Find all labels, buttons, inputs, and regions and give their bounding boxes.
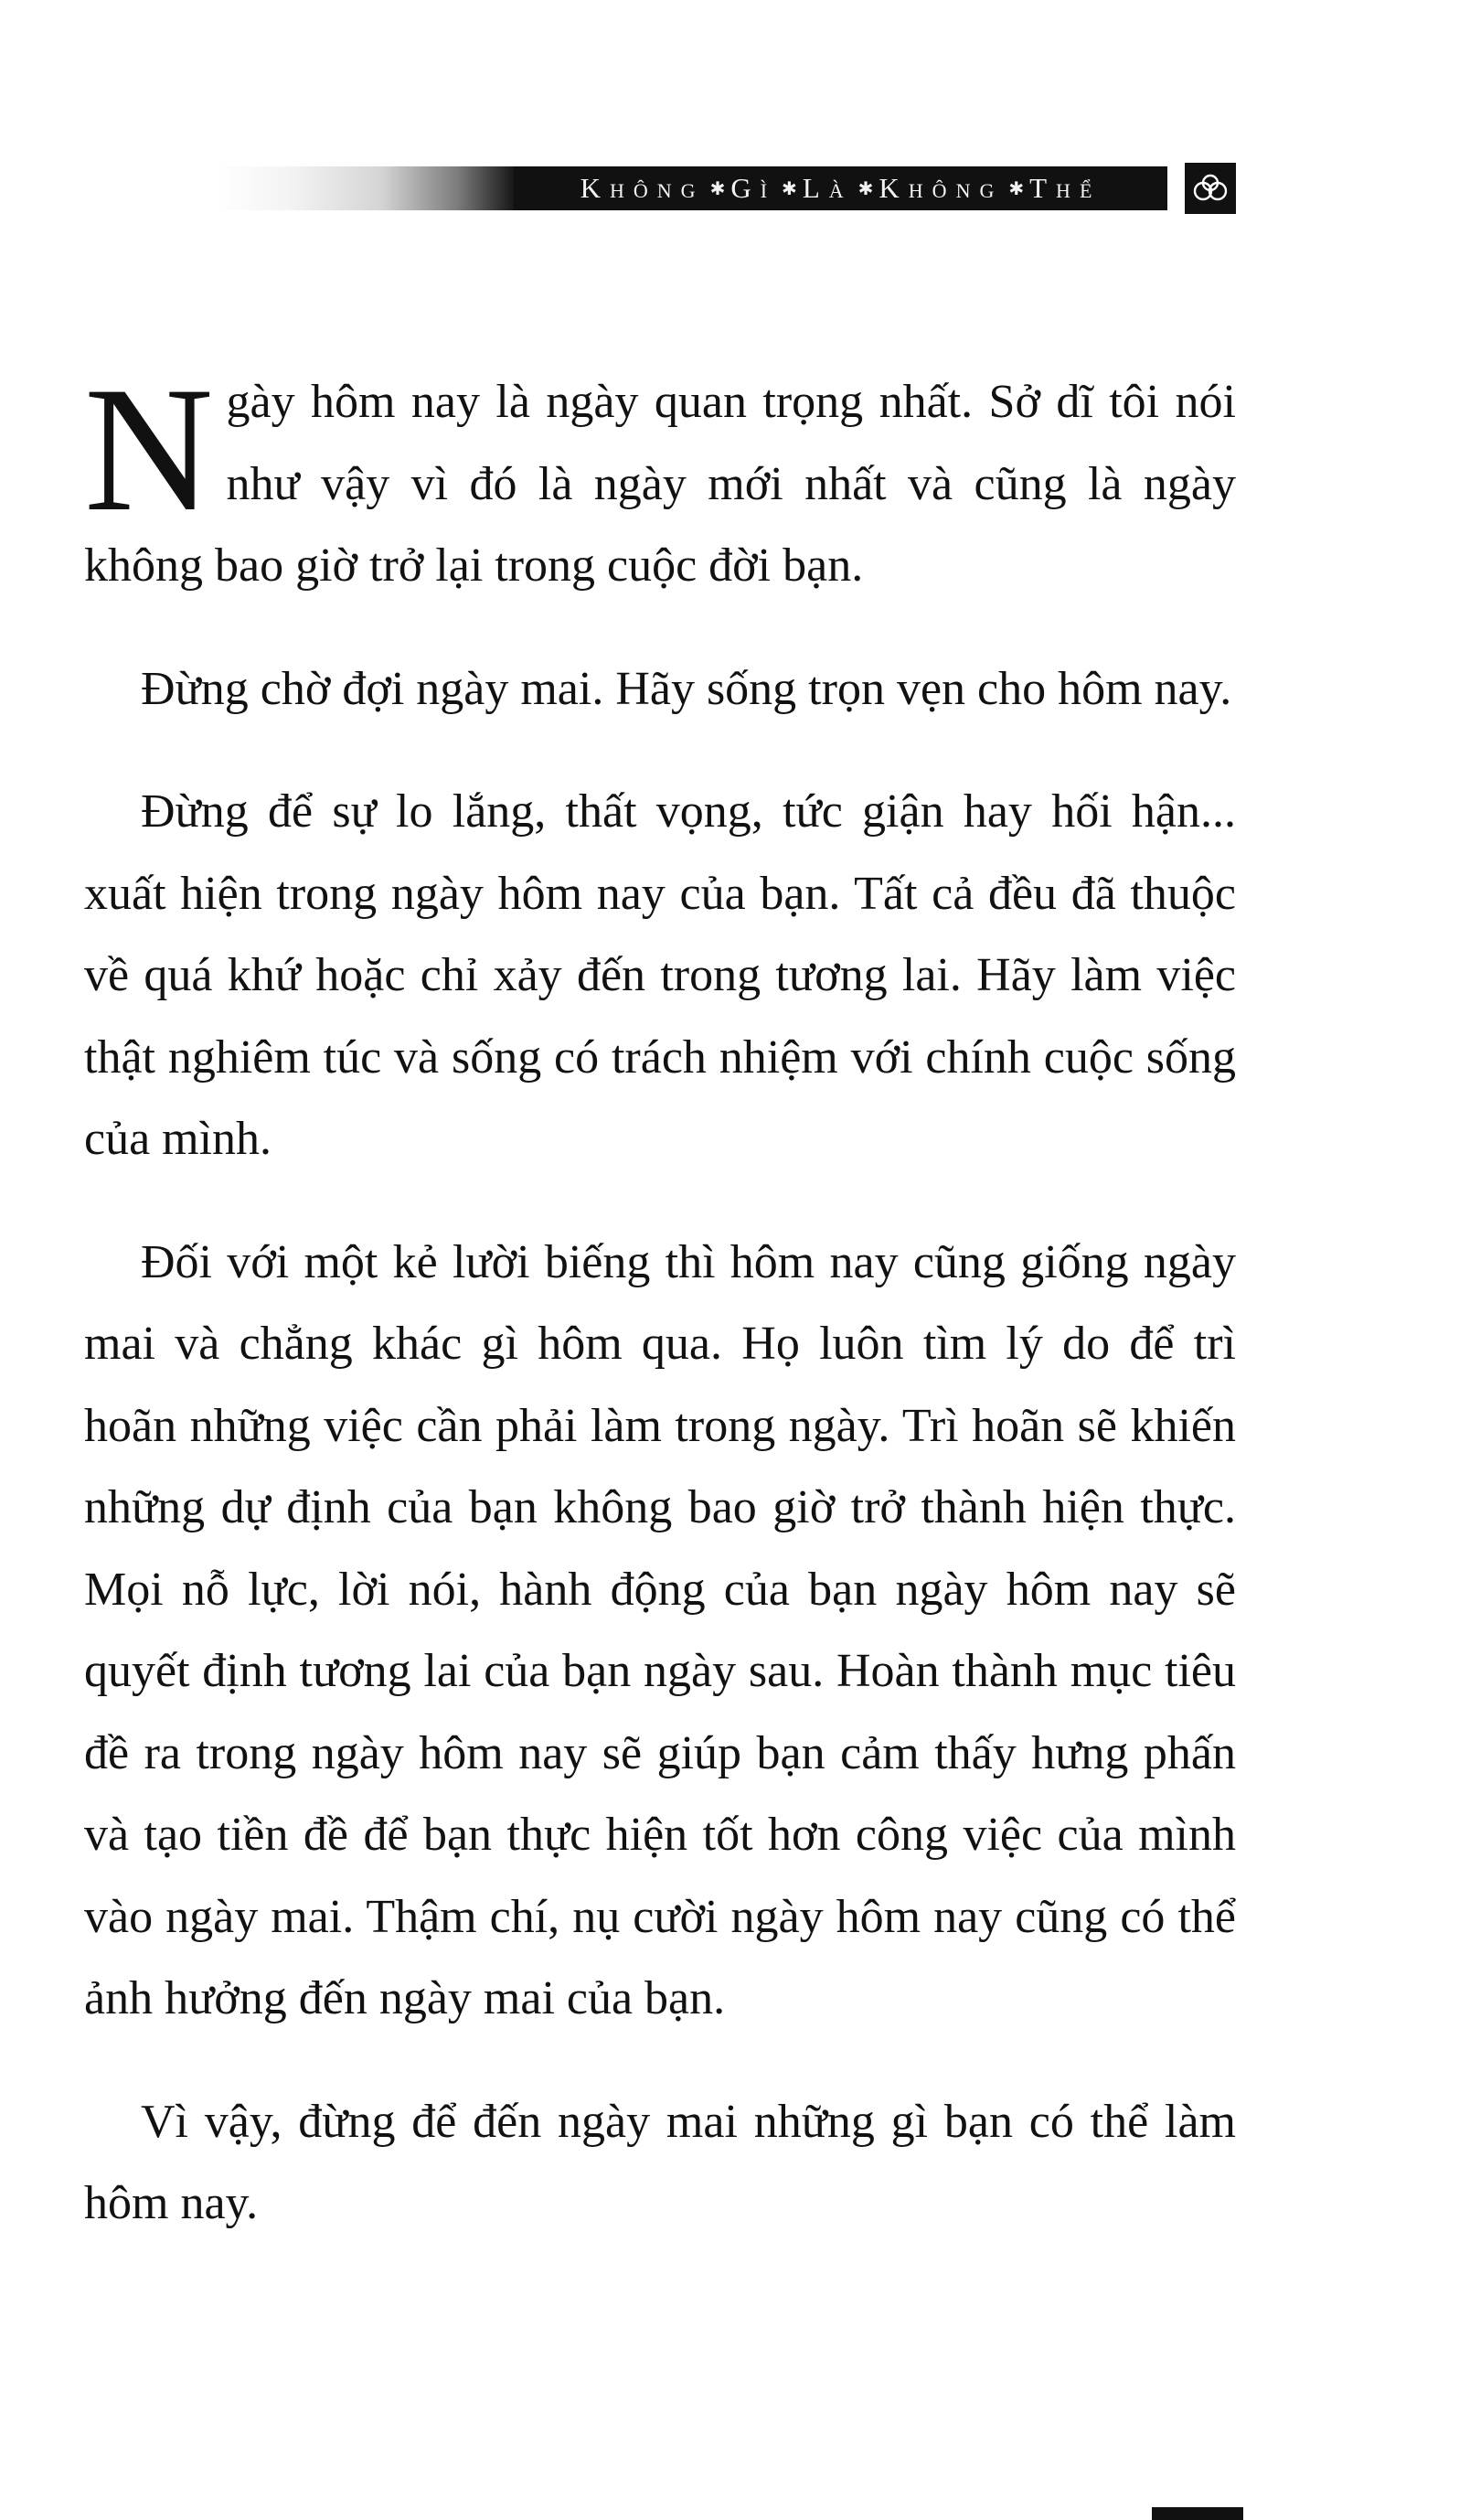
header-word-1: Không: [580, 172, 705, 204]
paragraph-2: Đừng chờ đợi ngày mai. Hãy sống trọn vẹn cho hôm nay.: [141, 662, 1232, 715]
paragraph-4: Đối với một kẻ lười biếng thì hôm nay cũng giống ngày mai và chẳng khác gì hôm qua. Họ luôn tìm lý do để trì hoãn những việc cần phải làm trong ngày. Trì hoãn sẽ khiến những dự định của bạn không bao giờ trở thành hiện thực. Mọi nỗ lực, lời nói, hành động của bạn ngày hôm nay sẽ quyết định tương lai của bạn ngày sau. Hoàn thành mục tiêu đề ra trong ngày hôm nay sẽ giúp bạn cảm thấy hưng phấn và tạo tiền đề để bạn thực hiện tốt hơn công việc của mình vào ngày mai. Thậm chí, nụ cười ngày hôm nay cũng có thể ảnh hưởng đến ngày mai của bạn.: [84, 1235, 1236, 2024]
bottom-edge-mark: [1152, 2507, 1243, 2520]
paragraph-5: Vì vậy, đừng để đến ngày mai những gì bạn có thể làm hôm nay.: [84, 2095, 1236, 2229]
infinity-knot-icon-svg: [1190, 173, 1230, 204]
header-separator-icon: ✱: [782, 178, 797, 199]
running-header: [216, 163, 1236, 216]
infinity-knot-icon: [1185, 163, 1236, 214]
header-fade-rule: [216, 166, 517, 210]
header-word-4: Không: [879, 172, 1004, 204]
header-word-5: Thể: [1029, 172, 1102, 204]
header-word-2: Gì: [730, 172, 777, 204]
paragraph-1-text: gày hôm nay là ngày quan trọng nhất. Sở dĩ tôi nói như vậy vì đó là ngày mới nhất và cũng là ngày không bao giờ trở lại trong cuộc đời bạn.: [84, 376, 1236, 592]
paragraph-1: [84, 350, 1236, 607]
header-word-3: Là: [802, 172, 853, 204]
paragraph-3: Đừng để sự lo lắng, thất vọng, tức giận hay hối hận... xuất hiện trong ngày hôm nay của bạn. Tất cả đều đã thuộc về quá khứ hoặc chỉ xảy đến trong tương lai. Hãy làm việc thật nghiêm túc và sống có trách nhiệm với chính cuộc sống của mình.: [84, 785, 1236, 1165]
header-separator-icon: ✱: [857, 178, 874, 199]
header-separator-icon: ✱: [709, 178, 726, 199]
page-body: [84, 350, 1236, 2286]
drop-cap: N: [84, 350, 214, 549]
header-separator-icon: ✱: [1008, 178, 1025, 199]
header-title-bar: [514, 166, 1167, 210]
